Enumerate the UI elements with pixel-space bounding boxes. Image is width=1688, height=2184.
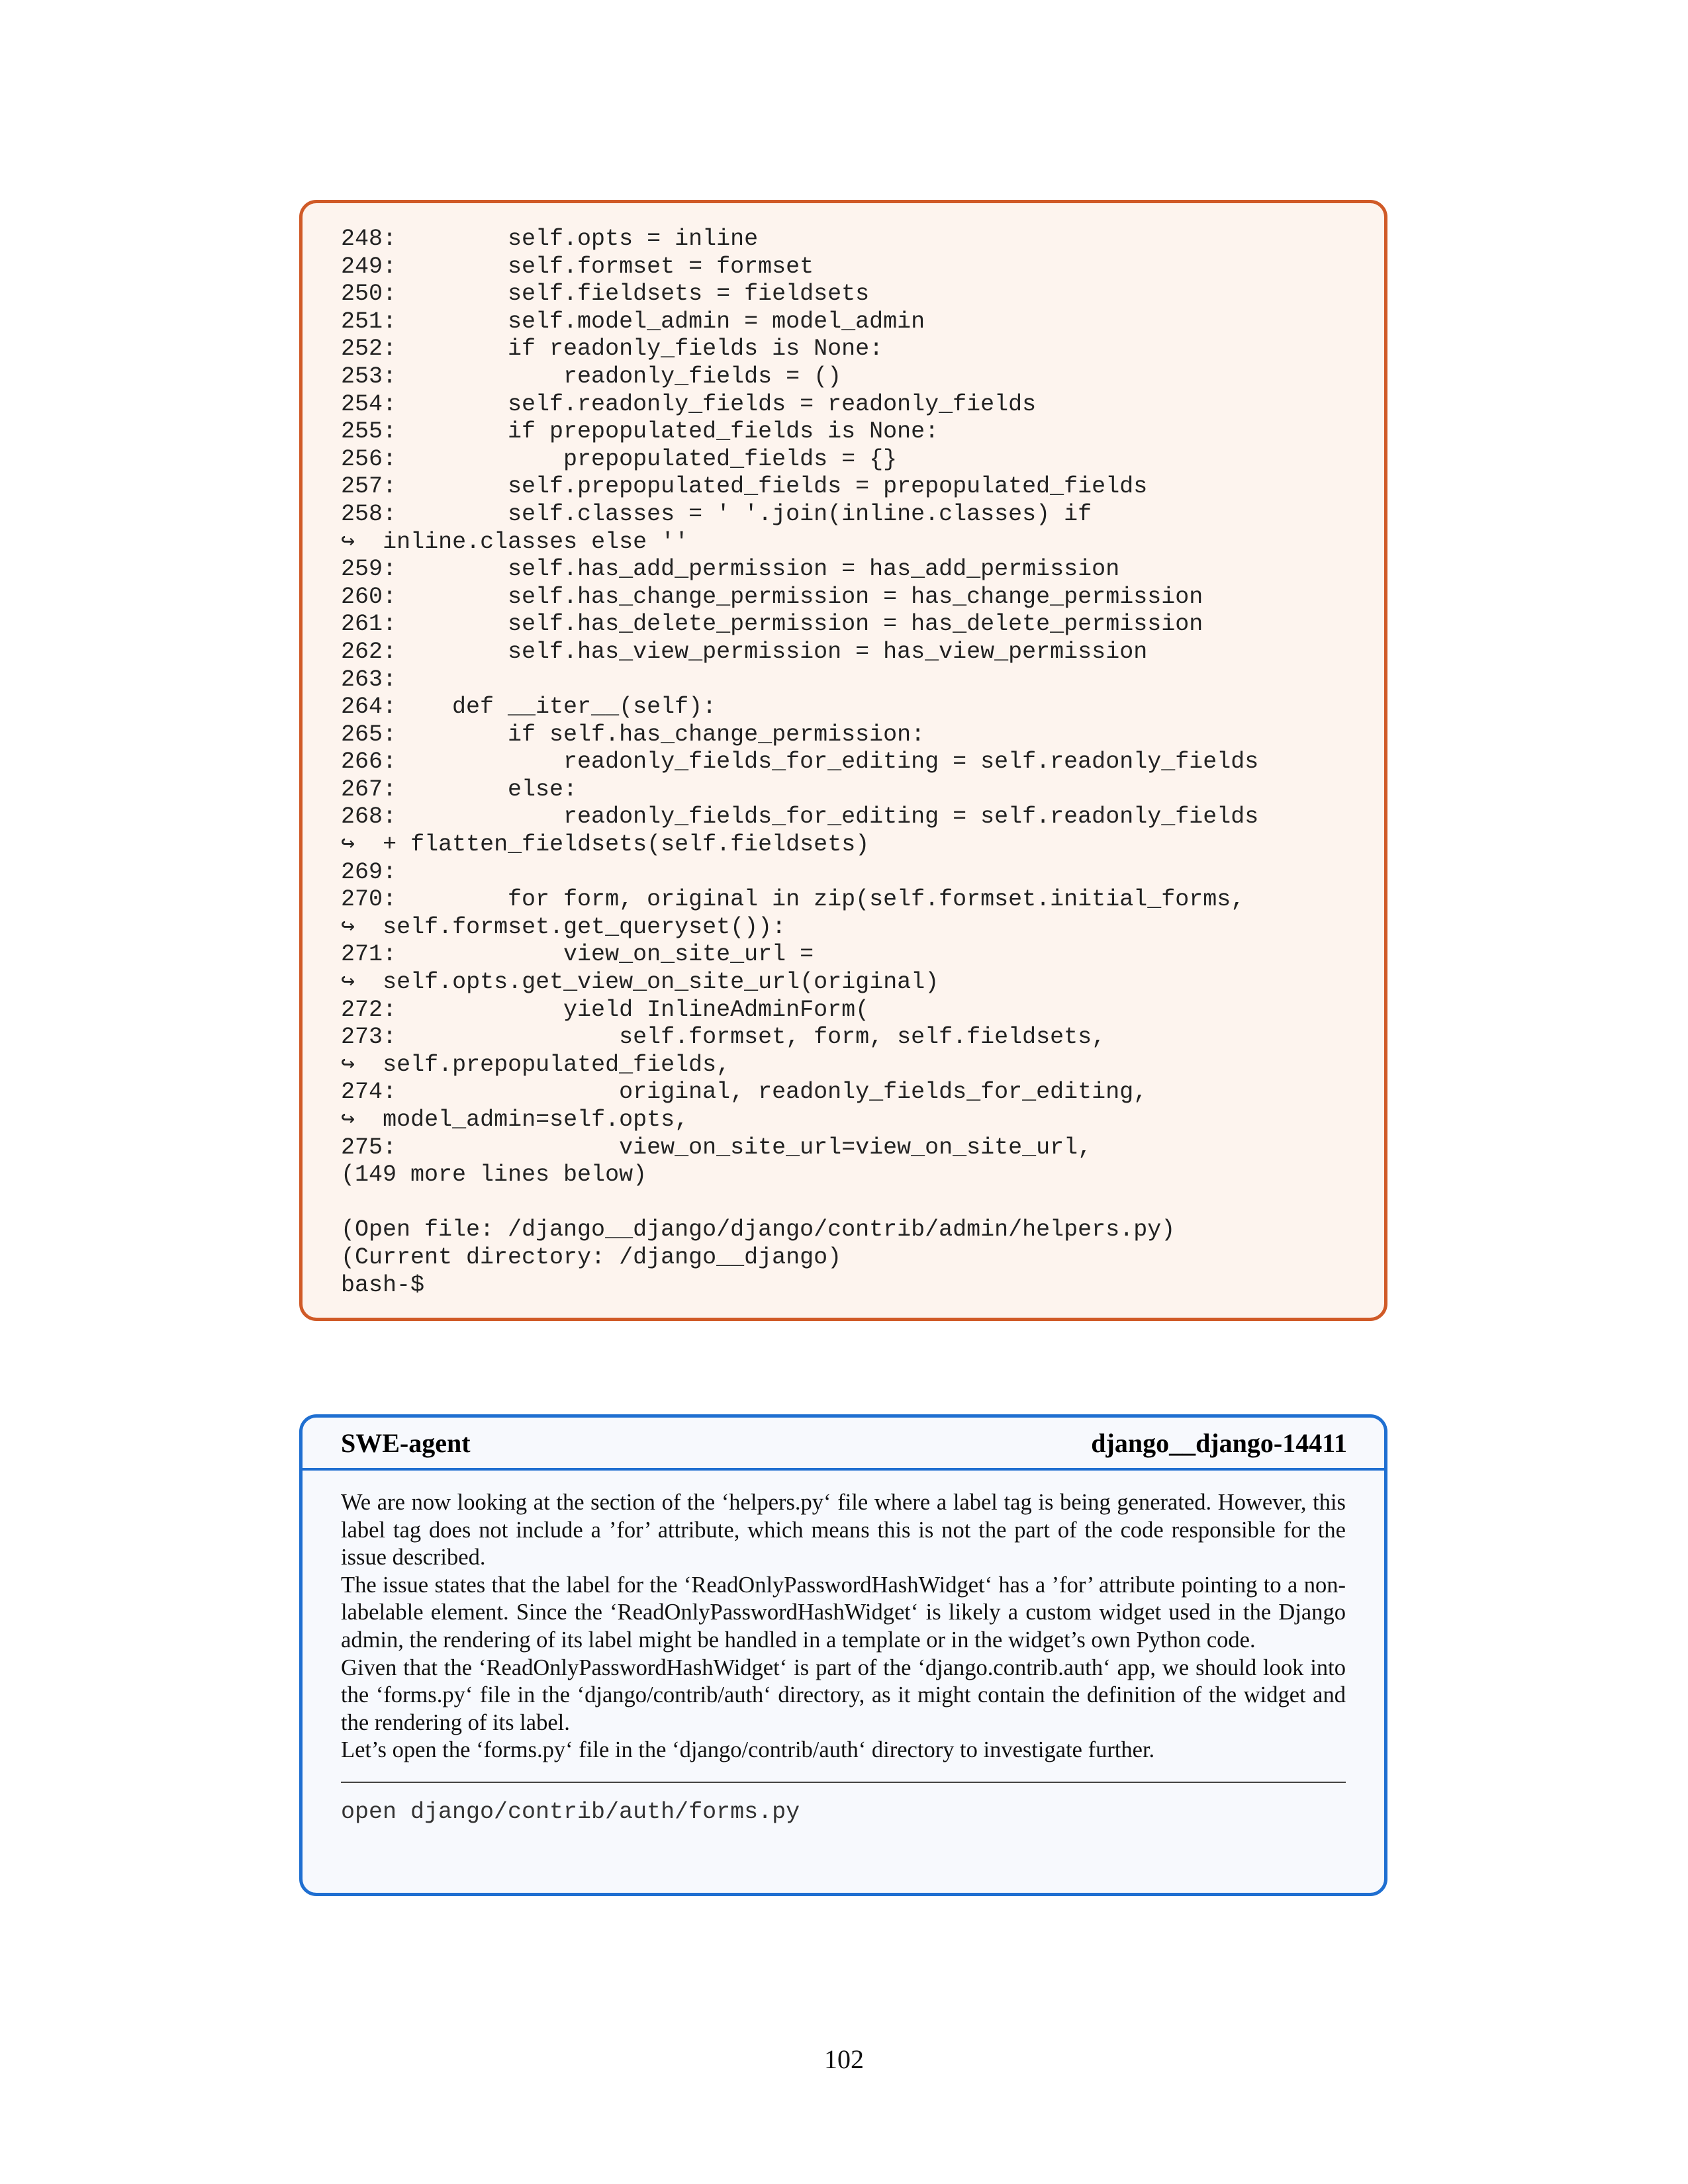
code-line: 250: self.fieldsets = fieldsets	[341, 281, 870, 308]
code-line: 269:	[341, 858, 397, 886]
code-line: ↪ inline.classes else ''	[341, 528, 689, 555]
code-line: 256: prepopulated_fields = {}	[341, 445, 898, 473]
divider	[341, 1782, 1346, 1783]
code-line: 249: self.formset = formset	[341, 253, 814, 280]
code-line: ↪ self.formset.get_queryset()):	[341, 913, 786, 940]
code-line: ↪ self.opts.get_view_on_site_url(original)	[341, 969, 939, 996]
agent-header	[303, 1418, 1384, 1471]
code-line: 262: self.has_view_permission = has_view_permission	[341, 638, 1148, 665]
code-line: 274: original, readonly_fields_for_editing,	[341, 1079, 1148, 1106]
blank-line	[341, 1189, 1384, 1217]
agent-message-box	[299, 1414, 1387, 1896]
code-line: 255: if prepopulated_fields is None:	[341, 418, 939, 445]
agent-paragraph: We are now looking at the section of the ‘helpers.py‘ file where a label tag is being generated. However, this label tag does not include a ’for’ attribute, which means this is not the part of the code responsible for the issue described.	[341, 1490, 1346, 1570]
code-line: 248: self.opts = inline	[341, 226, 759, 252]
code-line: (Current directory: /django__django)	[341, 1244, 842, 1271]
code-line: 265: if self.has_change_permission:	[341, 721, 925, 748]
agent-paragraph: The issue states that the label for the ‘ReadOnlyPasswordHashWidget‘ has a ’for’ attribute pointing to a non-labelable element. Since the ‘ReadOnlyPasswordHashWidget‘ is likely a custom widget used in the Django admin, the rendering of its label might be handled in a template or in the widget’s own Python code.	[341, 1572, 1346, 1653]
code-line: 259: self.has_add_permission = has_add_permission	[341, 556, 1120, 583]
page-number: 102	[824, 2044, 864, 2074]
agent-command: open django/contrib/auth/forms.py	[341, 1798, 800, 1825]
agent-paragraph: Let’s open the ‘forms.py‘ file in the ‘django/contrib/auth‘ directory to investigate further.	[341, 1737, 1155, 1763]
code-line: 268: readonly_fields_for_editing = self.readonly_fields	[341, 803, 1259, 831]
code-line: 258: self.classes = ' '.join(inline.classes) if	[341, 500, 1092, 527]
code-line: 263:	[341, 666, 397, 693]
code-line: 271: view_on_site_url =	[341, 941, 814, 968]
code-line: ↪ self.prepopulated_fields,	[341, 1051, 731, 1078]
code-line: 252: if readonly_fields is None:	[341, 336, 884, 363]
code-line: 261: self.has_delete_permission = has_delete_permission	[341, 611, 1203, 638]
code-line: 257: self.prepopulated_fields = prepopulated_fields	[341, 473, 1148, 500]
terminal-status	[341, 1216, 1384, 1299]
code-line: 266: readonly_fields_for_editing = self.readonly_fields	[341, 749, 1259, 776]
agent-name: SWE-agent	[341, 1428, 471, 1458]
code-line: ↪ model_admin=self.opts,	[341, 1107, 689, 1133]
code-line: ↪ + flatten_fieldsets(self.fieldsets)	[341, 831, 870, 858]
code-line: (Open file: /django__django/django/contrib/admin/helpers.py)	[341, 1216, 1176, 1244]
code-line: 254: self.readonly_fields = readonly_fields	[341, 390, 1037, 418]
code-line: 272: yield InlineAdminForm(	[341, 996, 870, 1023]
code-line: 251: self.model_admin = model_admin	[341, 308, 925, 335]
code-line: 275: view_on_site_url=view_on_site_url,	[341, 1134, 1092, 1161]
agent-body	[303, 1471, 1384, 1825]
code-line: (149 more lines below)	[341, 1161, 647, 1189]
task-id: django__django-14411	[1091, 1428, 1347, 1458]
code-line: 260: self.has_change_permission = has_change_permission	[341, 583, 1203, 610]
code-line: bash-$	[341, 1271, 425, 1298]
code-line: 270: for form, original in zip(self.formset.initial_forms,	[341, 886, 1245, 913]
code-line: 273: self.formset, form, self.fieldsets,	[341, 1024, 1106, 1051]
code-line: 253: readonly_fields = ()	[341, 363, 842, 390]
code-line: 267: else:	[341, 776, 578, 803]
observation-box	[299, 200, 1387, 1321]
agent-paragraph: Given that the ‘ReadOnlyPasswordHashWidget‘ is part of the ‘django.contrib.auth‘ app, we should look into the ‘forms.py‘ file in the ‘django/contrib/auth‘ directory, as it might contain the definition of the widget and the rendering of its label.	[341, 1655, 1346, 1735]
code-line: 264: def __iter__(self):	[341, 694, 717, 721]
code-listing	[341, 226, 1384, 1189]
